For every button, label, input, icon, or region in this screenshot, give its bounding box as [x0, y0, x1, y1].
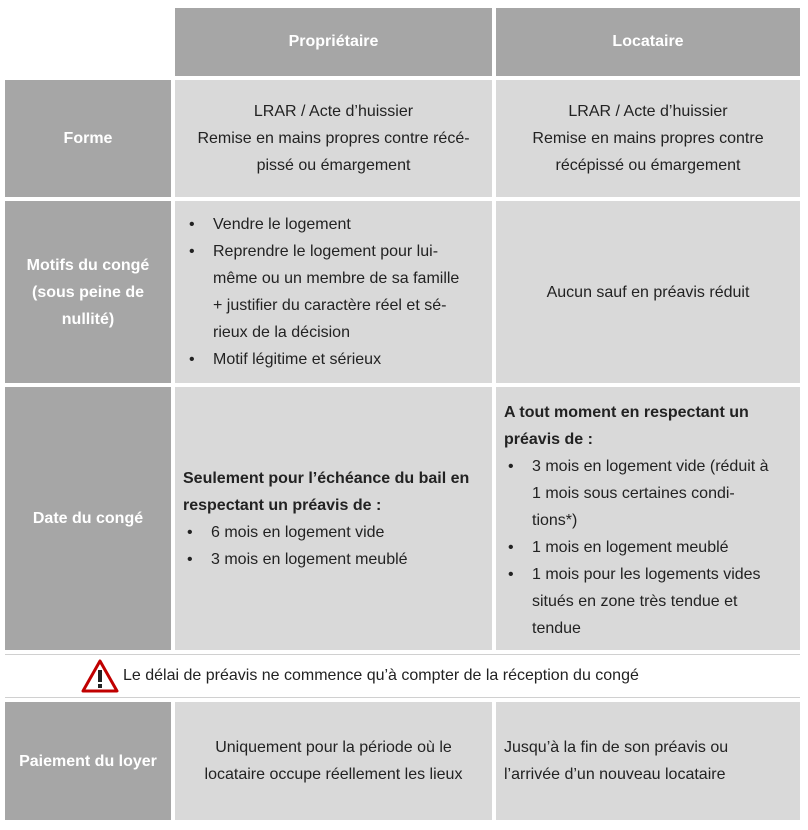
list-item-text: rieux de la décision [213, 324, 350, 341]
list-item-text: situés en zone très tendue et [532, 593, 738, 610]
date-proprietaire-intro: Seulement pour l’échéance du bail en [183, 469, 470, 487]
list-item-text: tendue [532, 620, 581, 637]
forme-proprietaire-cell [175, 80, 492, 197]
warning-row [5, 654, 800, 698]
date-locataire-list [504, 453, 800, 642]
paiement-proprietaire-line: Uniquement pour la période où le [215, 739, 452, 756]
row-label-motifs [5, 201, 171, 383]
forme-locataire-line: LRAR / Acte d’huissier [568, 103, 728, 120]
forme-locataire-line: récépissé ou émargement [555, 157, 741, 174]
forme-proprietaire-line: pissé ou émargement [256, 157, 411, 174]
paiement-locataire-line: Jusqu’à la fin de son préavis ou [504, 739, 729, 756]
list-item-text: • Reprendre le logement pour lui- [213, 243, 439, 260]
date-locataire-cell [496, 387, 800, 650]
paiement-proprietaire-line: locataire occupe réellement les lieux [204, 766, 463, 783]
list-item [504, 534, 800, 561]
row-label-paiement [5, 702, 171, 820]
warning-triangle-icon [81, 659, 119, 693]
date-label: Date du congé [32, 510, 144, 527]
date-proprietaire-intro: respectant un préavis de : [183, 496, 382, 514]
header-locataire-label: Locataire [612, 33, 684, 50]
header-proprietaire [175, 8, 492, 76]
list-item [185, 211, 492, 238]
forme-label: Forme [63, 130, 113, 147]
list-item [504, 453, 800, 534]
row-label-forme [5, 80, 171, 197]
paiement-proprietaire-cell [175, 702, 492, 820]
list-item-text: tions*) [532, 512, 578, 529]
list-item-text: • 3 mois en logement meublé [211, 550, 408, 568]
motifs-locataire-cell [496, 201, 800, 383]
list-item [183, 519, 492, 546]
row-label-date [5, 387, 171, 650]
forme-locataire-line: Remise en mains propres contre [532, 130, 764, 147]
list-item-text: même ou un membre de sa famille [213, 270, 460, 287]
header-locataire [496, 8, 800, 76]
warning-text: Le délai de préavis ne commence qu’à compter de la réception du congé [123, 667, 639, 684]
list-item-text: • 6 mois en logement vide [211, 523, 385, 541]
forme-proprietaire-line: Remise en mains propres contre récé- [197, 130, 470, 147]
list-item [504, 561, 800, 642]
list-item-text: • Motif légitime et sérieux [213, 351, 382, 368]
date-locataire-intro: préavis de : [504, 431, 593, 448]
list-item-text: • 1 mois pour les logements vides [532, 566, 761, 583]
paiement-label: Paiement du loyer [19, 752, 157, 770]
motifs-label-line: nullité) [61, 310, 115, 328]
list-item [183, 546, 492, 573]
date-locataire-intro: A tout moment en respectant un [504, 404, 749, 421]
header-proprietaire-label: Propriétaire [288, 33, 379, 50]
motifs-locataire-text: Aucun sauf en préavis réduit [546, 283, 750, 301]
motifs-proprietaire-list [185, 211, 492, 373]
motifs-label-line: Motifs du congé [26, 256, 150, 274]
date-proprietaire-cell [175, 387, 492, 650]
list-item [185, 238, 492, 346]
forme-locataire-cell [496, 80, 800, 197]
list-item-text: • Vendre le logement [213, 216, 351, 233]
motifs-proprietaire-cell [175, 201, 492, 383]
list-item-text: • 3 mois en logement vide (réduit à [532, 458, 769, 475]
date-proprietaire-list [183, 519, 492, 573]
list-item-text: + justifier du caractère réel et sé- [213, 297, 447, 314]
forme-proprietaire-line: LRAR / Acte d’huissier [253, 103, 414, 120]
motifs-label-line: (sous peine de [31, 283, 145, 301]
paiement-locataire-cell [496, 702, 800, 820]
paiement-locataire-line: l’arrivée d’un nouveau locataire [504, 766, 726, 783]
list-item [185, 346, 492, 373]
list-item-text: 1 mois sous certaines condi- [532, 485, 735, 502]
list-item-text: • 1 mois en logement meublé [532, 539, 729, 556]
